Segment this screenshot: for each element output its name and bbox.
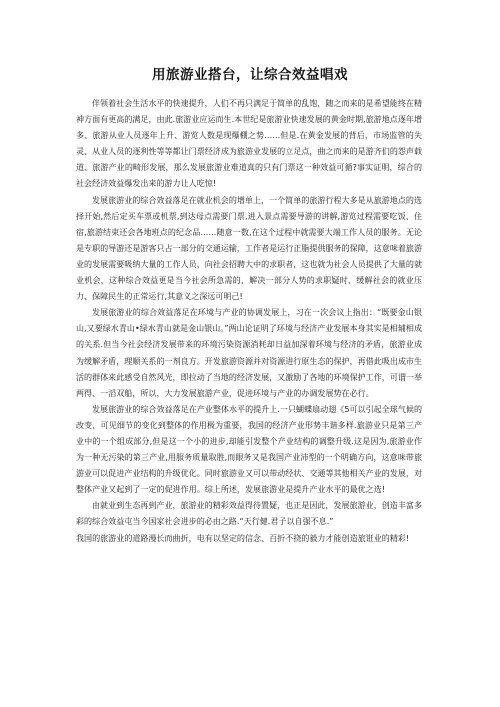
- paragraph-employment: 发展旅游业的综合效益落足在就业机会的增单上，一个简单的旅游行程大多是从旅游地点的选择开始,然后定买车票或机票,到达母点需要门票,进入景点需要导游的讲解,游览过程需要吃饭、住宿,旅游结束还会各地班点的纪念品……随意一数,在这个过程中就需要大端工作人员的服务。无论是专职的导游还是游客只占一部分的交通运输，工作者是运行正脂提供服务的保障，这意味着旅游业的发展需要吸纳大量的工作人员，向社会招聘大中的求职者，这也就为社会人员提供了大量的就业机会，这种综合效益更是当今社会所急需的，解决一部分人势的求职疑时、缓解社会的就业压力、保障民生的正常运行,其意义之深远可明己!: [76, 195, 423, 302]
- paragraph-closing: 我国的旅游业的道路漫长而曲折，电有以坚定的信念、百折不挠的毅力才能创造旅诳业的精彩!: [76, 533, 410, 543]
- paragraph-industry: 发展旅游业的综合效益落足在产业整体水平的提升上.一只蝴蝶扇动翅《5可以引起全球气候的改变，可见细节的变化到整体的作用极为重要，我国的经济产业形势丰谐多样.旅游业只是第三产业中的一个组成部分,但是这一个小的进步,却能引发整个产业结构的调整升级.这是因为,旅游业作为一种无污染的第三产业,用服务质量取胜,而眼务又是我国产业沛型的一个明确方向，这意味带旅游业可以促进产业结构的升级优化。同时旅游业又可以带动经状、交通等其他相关产业的发展，对整体产业又起到了一定的促进作用。综上所述，发展旅游业是提升产业水平的最优之选!: [76, 404, 423, 495]
- paragraph-environment: 发展旅游业的综合效益落足在环境与产业的协调发展上，习在一次会议上指出：“既要金山银山,又要绿水青山•绿水青山就是金山银山。”两山论证明了环境与经济产业发展本身其实是相辅相成的关系.但当今社会经济发展带来的环境污染资源消耗却日益加深着环境与经济的矛盾，旅游业成为缓解矛盾，理顺关系的一剂良方。开发旅游资源并对资源进行原生态的保护，再借此吸出成市生活的群体来此感受自然风光，即拉动了当地的经济发展，又激励了各地的环境保护工作，可谓一举两得、一滔双船，所以，大力发展旅游产业，促进环境与产业的办调发展势在必行。: [76, 308, 423, 398]
- paragraph-intro: 伴领着社会生活水平的快速提升，人们不再只满足于简单的乱饱，随之而来的是希望能终在精神方面有更高的满足，由此.旅游业应运而生.本世纪是旅游业快速发展的黄金时期,旅游地点逐年增多、旅游从业人员逐年上升、游览人数是现爆棚之势……但是.在黄金发展的背后，市场监管的失灵、从业人员的逐利性等等都让门票经济成为旅游业发展的立足点，曲之而来的是游齐们的怨声载道、旅游产业的畸形发展，那么发展旅游业难道真的只有门票这一种效益可循?事实证明，综合的社会经济效益爆发出来的游力让人吃惊!: [76, 99, 423, 189]
- document-body: [76, 96, 422, 547]
- document-title: 用旅游业搭台，让综合效益唱戏: [152, 67, 348, 83]
- paragraph-summary: 由就业到生态再到产业，旅游业的精彩效益得待置疑，也正是因此，发展旅游业，创造丰富多彩的综合效益屯当今国家社会进步的必由之路.“天行健.君子以自强不息.”: [76, 501, 422, 527]
